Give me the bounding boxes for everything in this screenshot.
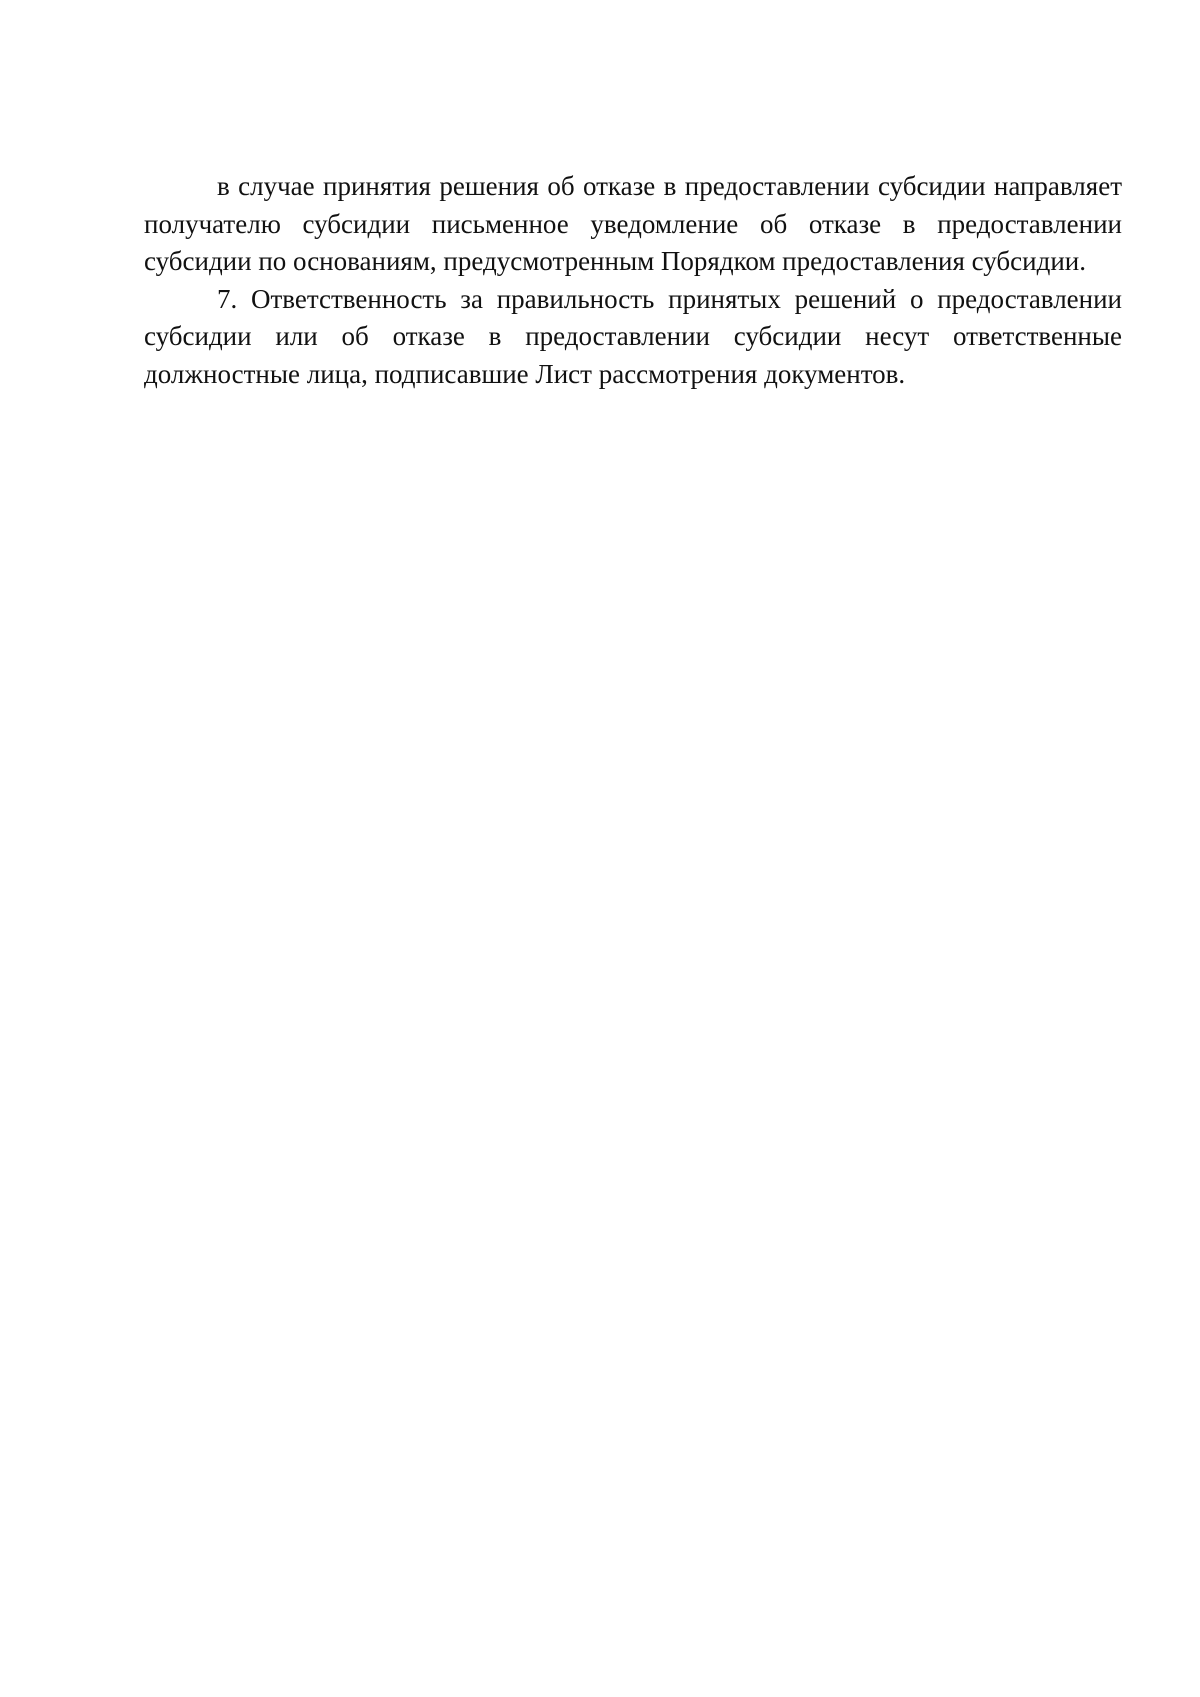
document-body xyxy=(144,168,1122,393)
paragraph-refusal-notice: в случае принятия решения об отказе в предоставлении субсидии направляет получателю субсидии письменное уведомление об отказе в предоставлении субсидии по основаниям, предусмотренным Порядком предоставления субсидии. xyxy=(144,171,1122,276)
paragraph-responsibility: 7. Ответственность за правильность принятых решений о предоставлении субсидии или об отказе в предоставлении субсидии несут ответственные должностные лица, подписавшие Лист рассмотрения документов. xyxy=(144,283,1122,389)
